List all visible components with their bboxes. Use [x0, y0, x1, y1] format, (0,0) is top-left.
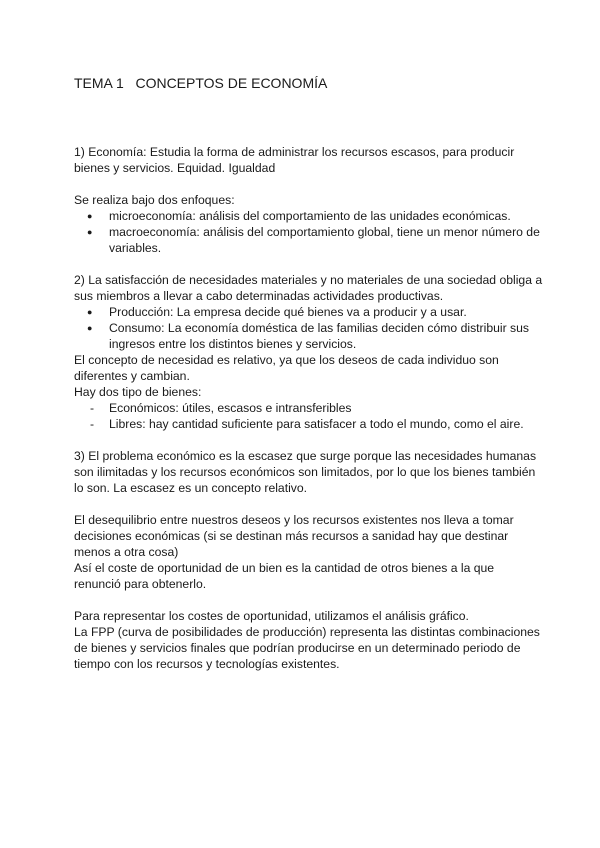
- necesidad-note: El concepto de necesidad es relativo, ya que los deseos de cada individuo son diferentes y cambian.: [74, 353, 499, 383]
- necesidades-text: 2) La satisfacción de necesidades materiales y no materiales de una sociedad obliga a sus miembros a llevar a cabo determinadas actividades productivas.: [74, 273, 543, 303]
- section-economia: [74, 144, 544, 176]
- enfoques-list: [74, 208, 544, 256]
- list-item: - Libres: hay cantidad suficiente para satisfacer a todo el mundo, como el aire.: [74, 416, 544, 432]
- section-fpp: [74, 608, 544, 672]
- bienes-intro: Hay dos tipo de bienes:: [74, 385, 202, 399]
- coste-oportunidad-text: Así el coste de oportunidad de un bien es la cantidad de otros bienes a la que renunció para obtenerlo.: [74, 561, 495, 591]
- actividades-list: [74, 304, 544, 352]
- page-title: TEMA 1 CONCEPTOS DE ECONOMÍA: [74, 75, 328, 91]
- list-item: - Económicos: útiles, escasos e intransferibles: [74, 400, 544, 416]
- section-desequilibrio: [74, 512, 544, 592]
- analisis-grafico-text: Para representar los costes de oportunidad, utilizamos el análisis gráfico.: [74, 609, 469, 623]
- problema-text: 3) El problema económico es la escasez que surge porque las necesidades humanas son ilimitadas y los recursos económicos son limitados, por lo que los bienes también lo son. La escasez es un concepto relativo.: [74, 449, 537, 495]
- section-necesidades: [74, 272, 544, 432]
- section-enfoques: [74, 192, 544, 256]
- economia-definition: 1) Economía: Estudia la forma de administrar los recursos escasos, para producir bienes y servicios. Equidad. Igualdad: [74, 145, 515, 175]
- list-item: ● microeconomía: análisis del comportamiento de las unidades económicas.: [74, 208, 544, 224]
- section-problema: [74, 448, 544, 496]
- list-item: ● Consumo: La economía doméstica de las familias deciden cómo distribuir sus ingresos entre los distintos bienes y servicios.: [74, 320, 544, 352]
- fpp-text: La FPP (curva de posibilidades de producción) representa las distintas combinaciones de bienes y servicios finales que podrían producirse en un determinado periodo de tiempo con los recursos y tecnologías existentes.: [74, 625, 540, 671]
- desequilibrio-text: El desequilibrio entre nuestros deseos y los recursos existentes nos lleva a tomar decisiones económicas (si se destinan más recursos a sanidad hay que destinar menos a otra cosa): [74, 513, 514, 559]
- bienes-list: [74, 400, 544, 432]
- enfoques-intro: Se realiza bajo dos enfoques:: [74, 193, 235, 207]
- list-item: ● macroeconomía: análisis del comportamiento global, tiene un menor número de variables.: [74, 224, 544, 256]
- list-item: ● Producción: La empresa decide qué bienes va a producir y a usar.: [74, 304, 544, 320]
